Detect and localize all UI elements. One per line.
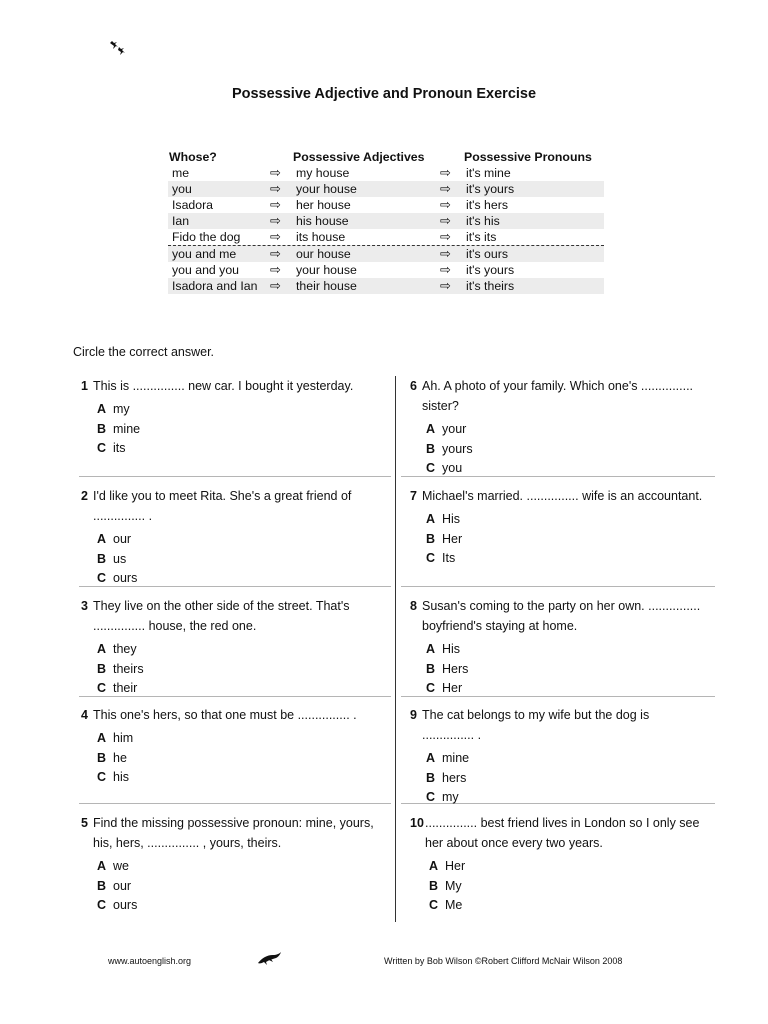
answer-option[interactable] [97, 640, 144, 660]
answer-option[interactable] [97, 420, 140, 440]
header-pronouns: Possessive Pronouns [464, 150, 592, 164]
cell-pronoun: it's yours [466, 263, 515, 277]
question-number: 5 [81, 816, 88, 830]
arrow-icon: ⇨ [270, 229, 281, 244]
option-text: our [113, 532, 132, 546]
question-line: his, hers, ............... , yours, theirs. [93, 836, 282, 850]
cell-pronoun: it's ours [466, 247, 508, 261]
answer-option[interactable] [97, 550, 137, 570]
answer-option[interactable] [426, 769, 469, 789]
question-line: ............... best friend lives in London so I only see [425, 816, 700, 830]
option-text: our [113, 878, 132, 893]
option-letter: C [426, 790, 436, 804]
answer-option[interactable] [426, 530, 462, 550]
option-letter: B [426, 441, 436, 456]
answer-option[interactable] [97, 729, 133, 749]
answer-options [97, 729, 133, 788]
answer-options [97, 640, 144, 699]
option-text: he [113, 750, 127, 765]
option-text: ours [113, 571, 138, 585]
birds-logo-icon [108, 40, 128, 58]
arrow-icon: ⇨ [440, 278, 451, 293]
table-row [168, 197, 604, 213]
option-text: hers [442, 770, 467, 785]
option-letter: B [97, 878, 107, 893]
cell-adjective: my house [296, 166, 350, 180]
option-text: His [442, 642, 461, 656]
option-text: Her [442, 531, 463, 546]
option-text: him [113, 731, 134, 745]
option-text: mine [113, 421, 141, 436]
option-letter: A [97, 859, 107, 873]
arrow-icon: ⇨ [440, 165, 451, 180]
option-text: His [442, 512, 461, 526]
column-divider [395, 376, 396, 922]
cell-whose: you and you [172, 263, 240, 277]
option-letter: A [97, 731, 107, 745]
cell-pronoun: it's theirs [466, 279, 515, 293]
question-9 [410, 705, 715, 805]
cell-whose: me [172, 166, 190, 180]
option-text: their [113, 681, 138, 695]
question-line: I'd like you to meet Rita. She's a great friend of [93, 489, 352, 503]
question-number: 10 [410, 816, 424, 830]
question-text [422, 705, 649, 745]
option-letter: A [426, 512, 436, 526]
dolphin-logo-icon [257, 950, 283, 966]
option-letter: C [426, 551, 436, 565]
answer-option[interactable] [426, 640, 468, 660]
table-row [168, 262, 604, 278]
option-letter: C [97, 441, 107, 455]
answer-option[interactable] [429, 896, 465, 916]
question-line: ............... . [422, 728, 482, 742]
arrow-icon: ⇨ [270, 197, 281, 212]
footer-credit: Written by Bob Wilson ©Robert Clifford McNair Wilson 2008 [384, 956, 623, 966]
table-row [168, 229, 604, 245]
answer-option[interactable] [426, 749, 469, 769]
option-letter: B [426, 531, 436, 546]
arrow-icon: ⇨ [270, 246, 281, 261]
option-letter: A [426, 751, 436, 765]
question-10 [410, 813, 715, 913]
question-text [93, 596, 349, 636]
option-text: Her [445, 859, 466, 873]
answer-option[interactable] [97, 768, 133, 788]
cell-adjective: his house [296, 214, 349, 228]
option-text: your [442, 422, 467, 436]
table-header [168, 149, 604, 165]
question-number: 8 [410, 599, 417, 613]
arrow-icon: ⇨ [440, 197, 451, 212]
answer-option[interactable] [426, 788, 469, 808]
table-row [168, 213, 604, 229]
option-letter: A [429, 859, 439, 873]
question-line: Susan's coming to the party on her own. ............... [422, 599, 701, 613]
option-letter: C [97, 770, 107, 784]
question-number: 2 [81, 489, 88, 503]
answer-options [426, 510, 462, 569]
option-letter: C [97, 681, 107, 695]
cell-adjective: our house [296, 247, 351, 261]
answer-option[interactable] [426, 440, 473, 460]
cell-pronoun: it's yours [466, 182, 515, 196]
answer-options [97, 530, 137, 589]
question-1 [81, 376, 381, 476]
arrow-icon: ⇨ [440, 262, 451, 277]
cell-adjective: its house [296, 230, 346, 244]
question-line: ............... . [93, 509, 153, 523]
question-line: Find the missing possessive pronoun: mine, yours, [93, 816, 374, 830]
answer-option[interactable] [426, 549, 462, 569]
question-line: her about once every two years. [425, 836, 603, 850]
question-separator [79, 476, 391, 477]
cell-pronoun: it's his [466, 214, 500, 228]
answer-option[interactable] [97, 400, 140, 420]
question-text [422, 486, 702, 506]
option-text: they [113, 642, 137, 656]
question-2 [81, 486, 381, 586]
option-letter: B [97, 551, 107, 566]
question-number: 9 [410, 708, 417, 722]
answer-options [426, 640, 468, 699]
option-text: My [445, 878, 462, 893]
arrow-icon: ⇨ [270, 262, 281, 277]
page-title: Possessive Adjective and Pronoun Exercise [231, 86, 537, 102]
arrow-icon: ⇨ [440, 229, 451, 244]
option-letter: B [97, 750, 107, 765]
question-7 [410, 486, 715, 586]
cell-adjective: your house [296, 263, 357, 277]
answer-option[interactable] [429, 877, 465, 897]
option-letter: B [97, 421, 107, 436]
option-text: Her [442, 681, 463, 695]
answer-options [97, 857, 137, 916]
question-line: This is ............... new car. I bought it yesterday. [93, 379, 354, 393]
question-number: 3 [81, 599, 88, 613]
possessive-table [168, 149, 604, 294]
option-text: us [113, 551, 127, 566]
answer-option[interactable] [426, 510, 462, 530]
question-number: 6 [410, 379, 417, 393]
option-letter: C [426, 461, 436, 475]
arrow-icon: ⇨ [270, 181, 281, 196]
question-line: Ah. A photo of your family. Which one's ............... [422, 379, 694, 393]
answer-option[interactable] [426, 660, 468, 680]
option-text: we [113, 859, 129, 873]
option-text: mine [442, 751, 470, 765]
option-text: theirs [113, 661, 144, 676]
cell-pronoun: it's hers [466, 198, 508, 212]
option-letter: B [426, 770, 436, 785]
cell-pronoun: it's its [466, 230, 497, 244]
option-text: Its [442, 551, 456, 565]
option-letter: A [97, 402, 107, 416]
option-text: yours [442, 441, 473, 456]
option-letter: C [97, 571, 107, 585]
answer-options [426, 420, 473, 479]
answer-option[interactable] [97, 679, 144, 699]
arrow-icon: ⇨ [270, 278, 281, 293]
arrow-icon: ⇨ [440, 246, 451, 261]
option-letter: B [429, 878, 439, 893]
option-text: his [113, 770, 129, 784]
cell-whose: Isadora and Ian [172, 279, 258, 293]
question-number: 7 [410, 489, 417, 503]
option-letter: C [429, 898, 439, 912]
option-letter: A [97, 532, 107, 546]
answer-option[interactable] [97, 896, 137, 916]
question-line: The cat belongs to my wife but the dog is [422, 708, 650, 722]
cell-whose: you [172, 182, 192, 196]
question-line: boyfriend's staying at home. [422, 619, 578, 633]
option-text: ours [113, 898, 138, 912]
question-separator [401, 586, 715, 587]
cell-pronoun: it's mine [466, 166, 511, 180]
question-text [422, 596, 700, 636]
answer-option[interactable] [97, 569, 137, 589]
question-line: This one's hers, so that one must be ............... . [93, 708, 357, 722]
question-text [422, 376, 693, 416]
footer-website: www.autoenglish.org [108, 956, 192, 966]
option-letter: B [426, 661, 436, 676]
answer-option[interactable] [426, 679, 468, 699]
question-text [93, 705, 357, 725]
question-text [93, 376, 353, 396]
answer-options [426, 749, 469, 808]
question-5 [81, 813, 381, 913]
option-text: Me [445, 898, 463, 912]
option-letter: B [97, 661, 107, 676]
option-text: my [113, 402, 130, 416]
option-letter: A [426, 642, 436, 656]
answer-option[interactable] [97, 660, 144, 680]
arrow-icon: ⇨ [440, 181, 451, 196]
option-text: Hers [442, 661, 469, 676]
question-text [93, 813, 374, 853]
answer-option[interactable] [97, 530, 137, 550]
arrow-icon: ⇨ [270, 213, 281, 228]
table-row [168, 245, 604, 262]
question-text [93, 486, 351, 526]
cell-adjective: your house [296, 182, 357, 196]
cell-adjective: her house [296, 198, 351, 212]
question-text [425, 813, 699, 853]
option-letter: A [426, 422, 436, 436]
question-3 [81, 596, 381, 696]
option-letter: A [97, 642, 107, 656]
cell-whose: you and me [172, 247, 237, 261]
table-row [168, 278, 604, 294]
question-line: They live on the other side of the street. That's [93, 599, 350, 613]
header-adjectives: Possessive Adjectives [293, 150, 425, 164]
question-4 [81, 705, 381, 805]
cell-whose: Isadora [172, 198, 214, 212]
answer-option[interactable] [97, 749, 133, 769]
table-row [168, 181, 604, 197]
arrow-icon: ⇨ [440, 213, 451, 228]
option-letter: C [97, 898, 107, 912]
question-line: Michael's married. ............... wife is an accountant. [422, 489, 703, 503]
option-text: its [113, 441, 126, 455]
question-line: ............... house, the red one. [93, 619, 257, 633]
answer-option[interactable] [97, 439, 140, 459]
answer-option[interactable] [429, 857, 465, 877]
question-number: 4 [81, 708, 88, 722]
option-text: my [442, 790, 459, 804]
question-8 [410, 596, 715, 696]
cell-whose: Fido the dog [172, 230, 241, 244]
question-6 [410, 376, 715, 476]
answer-options [97, 400, 140, 459]
answer-option[interactable] [426, 420, 473, 440]
arrow-icon: ⇨ [270, 165, 281, 180]
question-number: 1 [81, 379, 88, 393]
header-whose: Whose? [169, 150, 217, 164]
question-line: sister? [422, 399, 459, 413]
option-text: you [442, 461, 463, 475]
answer-option[interactable] [426, 459, 473, 479]
option-letter: C [426, 681, 436, 695]
answer-options [429, 857, 465, 916]
table-row [168, 165, 604, 181]
instruction-text: Circle the correct answer. [73, 345, 215, 359]
answer-option[interactable] [97, 857, 137, 877]
cell-adjective: their house [296, 279, 357, 293]
cell-whose: Ian [172, 214, 190, 228]
answer-option[interactable] [97, 877, 137, 897]
